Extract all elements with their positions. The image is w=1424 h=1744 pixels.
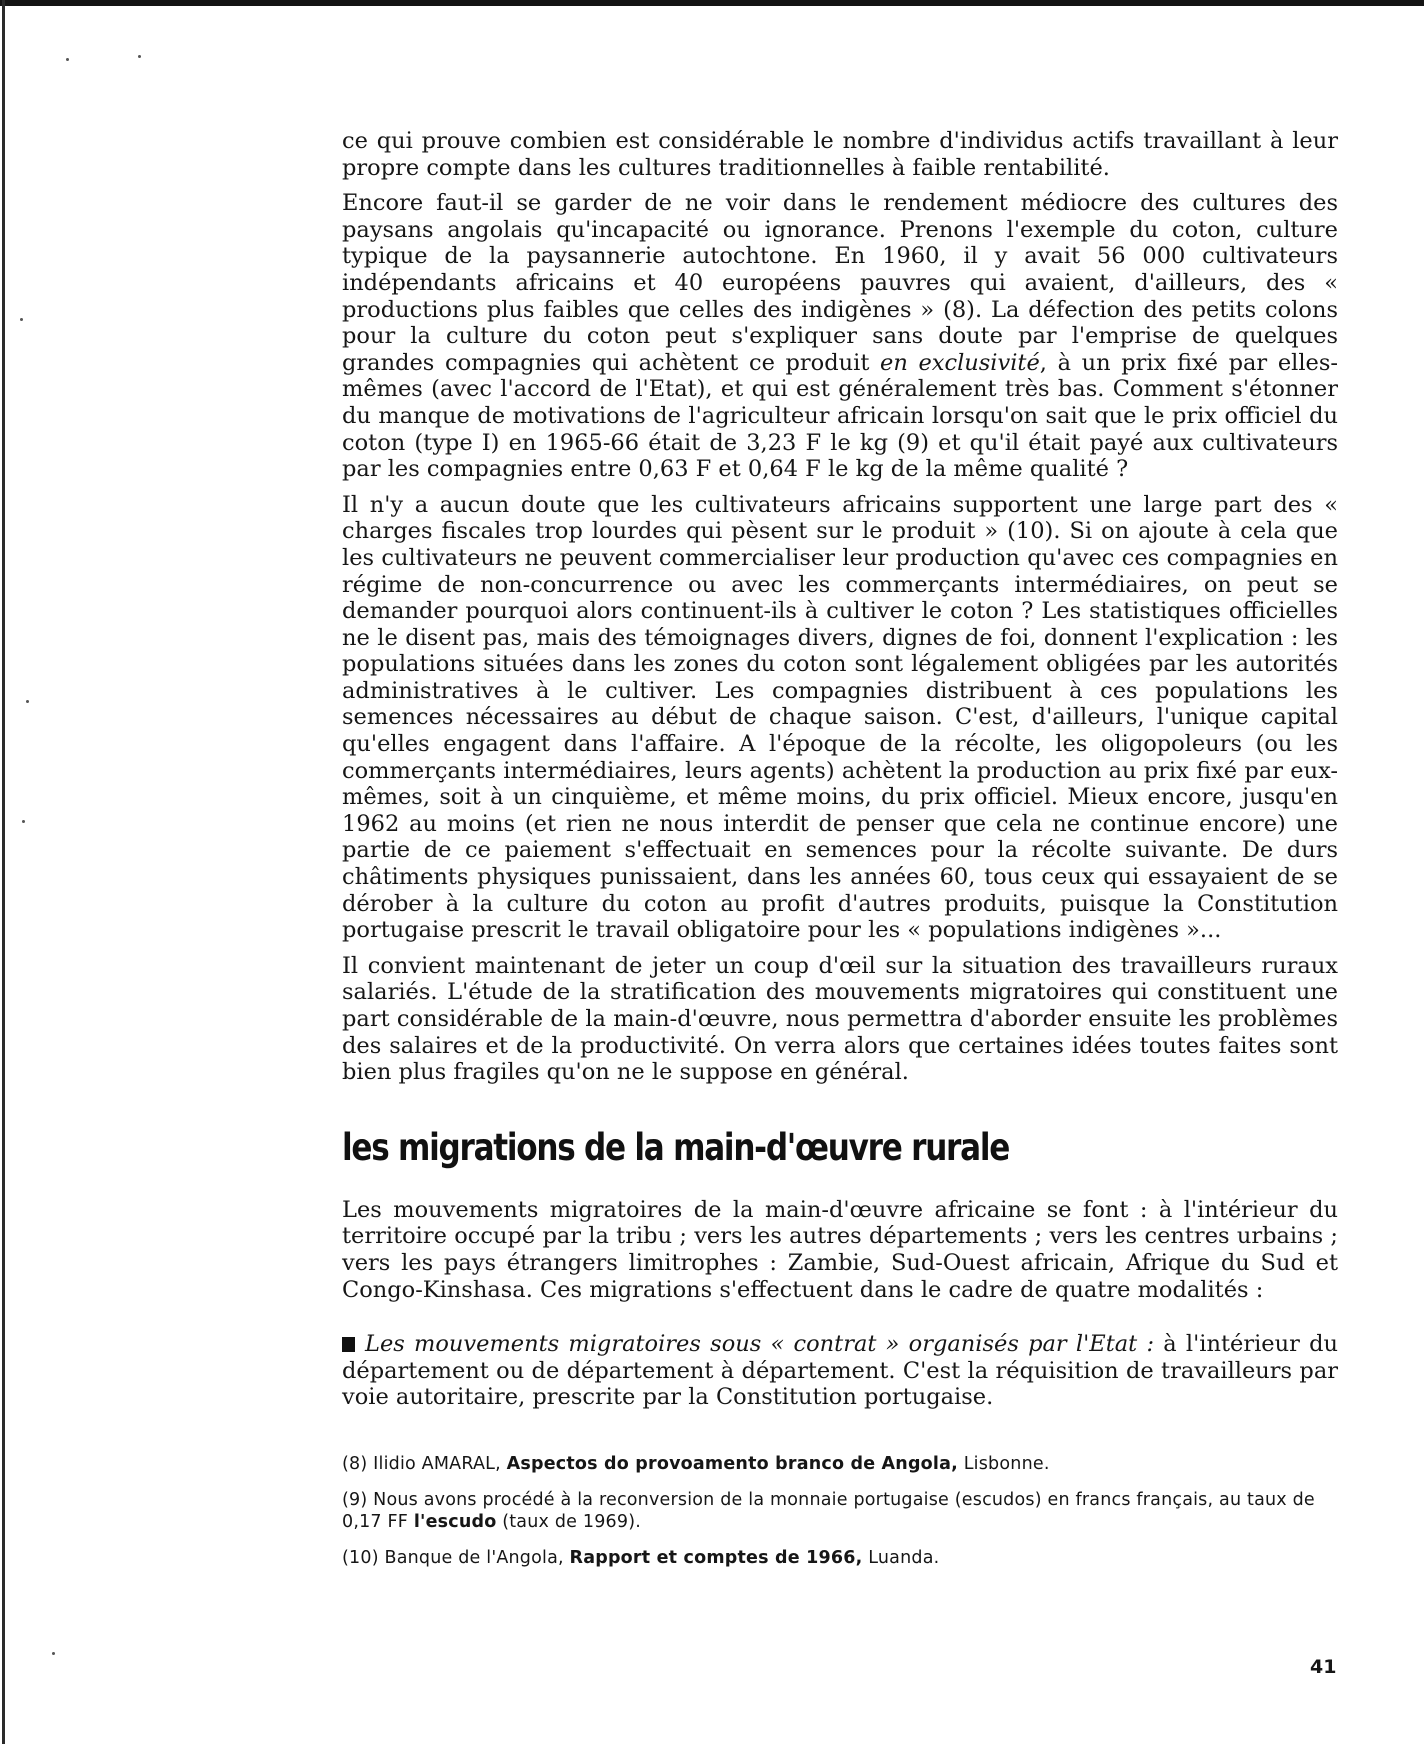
paragraph bbox=[342, 953, 1338, 1086]
bullet-item bbox=[342, 1331, 1338, 1411]
footnote-text: (10) Banque de l'Angola, bbox=[342, 1547, 570, 1568]
paragraph-text: , à un prix fixé par elles-mêmes (avec l'accord de l'Etat), et qui est généralement très bas. Comment s'étonner du manque de motivations de l'agriculteur africain lorsqu'on sait que le prix officiel du coton (type I) en 1965-66 était de 3,23 F le kg (9) et qu'il était payé aux cultivateurs par les compagnies entre 0,63 F et 0,64 F le kg de la même qualité ? bbox=[342, 349, 1338, 483]
footnote-text: Lisbonne. bbox=[957, 1453, 1050, 1474]
page-content bbox=[342, 128, 1338, 1583]
scan-speck bbox=[66, 58, 69, 61]
section-intro: Les mouvements migratoires de la main-d'œuvre africaine se font : à l'intérieur du territoire occupé par la tribu ; vers les autres départements ; vers les centres urbains ; vers les pays étrangers limitrophes : Zambie, Sud-Ouest africain, Afrique du Sud et Congo-Kinshasa. Ces migrations s'effectuent dans le cadre de quatre modalités : bbox=[342, 1196, 1338, 1303]
section-heading: les migrations de la main-d'œuvre rurale bbox=[342, 1125, 1010, 1169]
bullet-lead: Les mouvements migratoires sous « contrat » organisés par l'Etat : bbox=[365, 1331, 1155, 1358]
paragraph-text: Il convient maintenant de jeter un coup d'œil sur la situation des travailleurs ruraux salariés. L'étude de la stratification des mouvements migratoires qui constituent une part considérable de la main-d'œuvre, nous permettra d'aborder ensuite les problèmes des salaires et de la productivité. On verra alors que certaines idées toutes faites sont bien plus fragiles qu'on ne le suppose en général. bbox=[342, 952, 1338, 1086]
paragraph-text: ce qui prouve combien est considérable le nombre d'individus actifs travaillant à leur propre compte dans les cultures traditionnelles à faible rentabilité. bbox=[342, 128, 1338, 181]
footnote-text: (9) Nous avons procédé à la reconversion de la monnaie portugaise (escudos) en francs français, au taux de 0,17 FF bbox=[342, 1489, 1315, 1532]
top-border-rule bbox=[0, 0, 1424, 6]
body-column bbox=[342, 128, 1338, 1086]
paragraph-text: en exclusivité bbox=[880, 349, 1040, 376]
paragraph-text: Encore faut-il se garder de ne voir dans le rendement médiocre des cultures des paysans angolais qu'incapacité ou ignorance. Prenons l'exemple du coton, culture typique de la paysannerie autochtone. En 1960, il y avait 56 000 cultivateurs indépendants africains et 40 européens pauvres qui avaient, d'ailleurs, des « productions plus faibles que celles des indigènes » (8). La défection des petits colons pour la culture du coton peut s'expliquer sans doute par l'emprise de quelques grandes compagnies qui achètent ce produit bbox=[342, 190, 1338, 376]
paragraph bbox=[342, 190, 1338, 483]
footnote-text: Aspectos do provoamento branco de Angola, bbox=[506, 1453, 958, 1474]
paragraph bbox=[342, 128, 1338, 181]
footnote-text: l'escudo bbox=[413, 1511, 497, 1532]
square-bullet-icon bbox=[342, 1337, 355, 1352]
paragraph-text: Il n'y a aucun doute que les cultivateurs africains supportent une large part des « charges fiscales trop lourdes qui pèsent sur le produit » (10). Si on ajoute à cela que les cultivateurs ne peuvent commercialiser leur production qu'avec ces compagnies en régime de non-concurrence ou avec les commerçants intermédiaires, on peut se demander pourquoi alors continuent-ils à cultiver le coton ? Les statistiques officielles ne le disent pas, mais des témoignages divers, dignes de foi, donnent l'explication : les populations situées dans les zones du coton sont légalement obligées par les autorités administratives à le cultiver. Les compagnies distribuent à ces populations les semences nécessaires au début de chaque saison. C'est, d'ailleurs, l'unique capital qu'elles engagent dans l'affaire. A l'époque de la récolte, les oligopoleurs (ou les commerçants intermédiaires, leurs agents) achètent la production au prix fixé par eux-mêmes, soit à un cinquième, et même moins, du prix officiel. Mieux encore, jusqu'en 1962 au moins (et rien ne nous interdit de penser que cela ne continue encore) une partie de ce paiement s'effectuait en semences pour la récolte suivante. De durs châtiments physiques punissaient, dans les années 60, tous ceux qui essayaient de se dérober à la culture du coton au profit d'autres produits, puisque la Constitution portugaise prescrit le travail obligatoire pour les « populations indigènes »... bbox=[342, 491, 1338, 944]
left-border-rule bbox=[2, 0, 5, 1744]
footnote-text: (taux de 1969). bbox=[496, 1511, 642, 1532]
scan-speck bbox=[52, 1652, 55, 1655]
footnote bbox=[342, 1547, 1338, 1569]
footnotes bbox=[342, 1453, 1338, 1569]
bullet-text: à l'intérieur du département ou de département à département. C'est la réquisition de travailleurs par voie autoritaire, prescrite par la Constitution portugaise. bbox=[342, 1331, 1338, 1411]
scan-speck bbox=[26, 700, 29, 703]
footnote-text: (8) Ilidio AMARAL, bbox=[342, 1453, 507, 1474]
footnote-text: Luanda. bbox=[862, 1547, 940, 1568]
scan-speck bbox=[22, 820, 25, 823]
page-number: 41 bbox=[1310, 1656, 1337, 1678]
paragraph bbox=[342, 492, 1338, 944]
scan-speck bbox=[138, 55, 141, 58]
footnote bbox=[342, 1489, 1338, 1533]
footnote bbox=[342, 1453, 1338, 1475]
footnote-text: Rapport et comptes de 1966, bbox=[569, 1547, 863, 1568]
scan-speck bbox=[20, 318, 23, 321]
